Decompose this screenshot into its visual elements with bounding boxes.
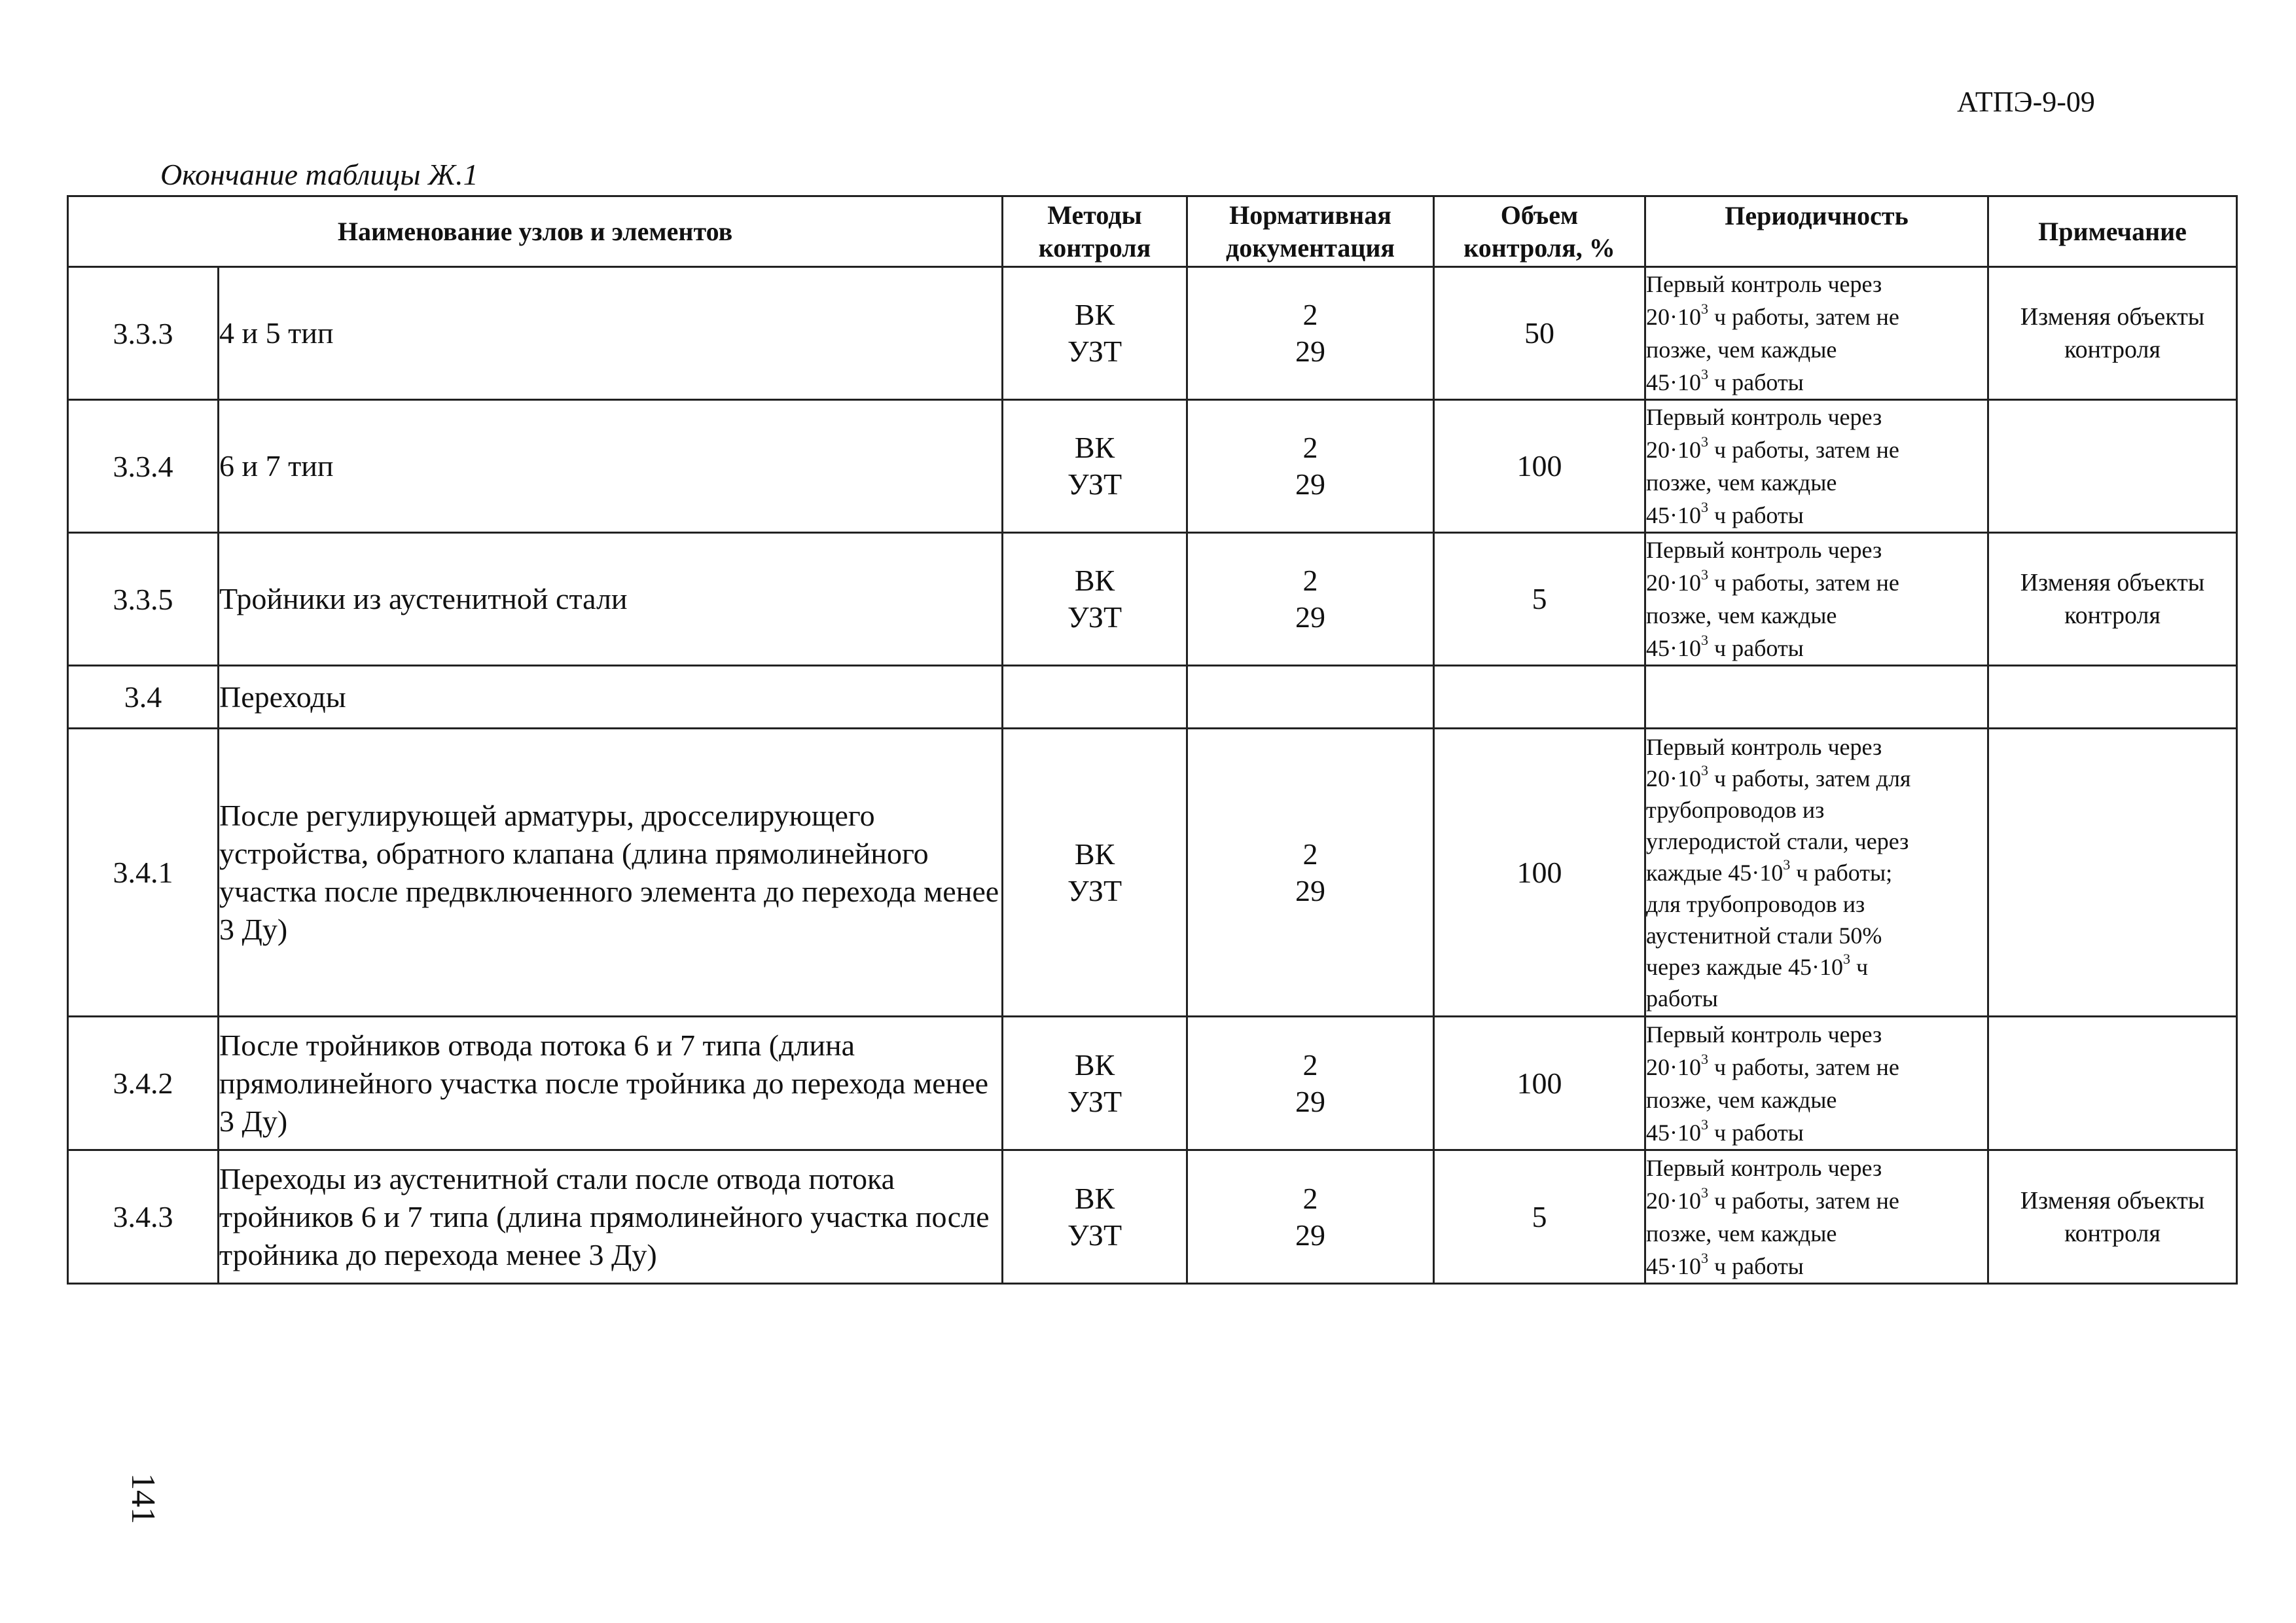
row-period: Первый контроль через $20\cdot 10^3$ ч работы, затем не позже, чем каждые $45\cdot 10^3$ ч работы [1645, 1150, 1988, 1284]
row-note [1988, 729, 2237, 1017]
row-number: 3.4.2 [68, 1017, 219, 1150]
table-row [68, 533, 2237, 666]
row-period: Первый контроль через $20\cdot 10^3$ ч работы, затем не позже, чем каждые $45\cdot 10^3$ ч работы [1645, 267, 1988, 400]
table-row [68, 400, 2237, 533]
row-name: Переходы из аустенитной стали после отвода потока тройников 6 и 7 типа (длина прямолинейного участка после тройника до перехода менее 3 Ду) [219, 1150, 1003, 1284]
row-name: 4 и 5 тип [219, 267, 1003, 400]
row-volume: 50 [1434, 267, 1645, 400]
row-period: Первый контроль через $20\cdot 10^3$ ч работы, затем не позже, чем каждые $45\cdot 10^3$ ч работы [1645, 533, 1988, 666]
page-number: 141 [124, 1473, 162, 1524]
row-note: Изменяя объекты контроля [1988, 1150, 2237, 1284]
row-methods: ВК УЗТ [1003, 729, 1187, 1017]
row-methods: ВК УЗТ [1003, 1017, 1187, 1150]
header-name: Наименование узлов и элементов [68, 196, 1003, 267]
row-docs: 2 29 [1187, 729, 1434, 1017]
row-methods: ВК УЗТ [1003, 267, 1187, 400]
inspection-table [67, 195, 2238, 1285]
row-note [1988, 1017, 2237, 1150]
table-row [68, 267, 2237, 400]
row-name: После тройников отвода потока 6 и 7 типа (длина прямолинейного участка после тройника до перехода менее 3 Ду) [219, 1017, 1003, 1150]
header-methods: Методы контроля [1003, 196, 1187, 267]
row-methods: ВК УЗТ [1003, 1150, 1187, 1284]
row-docs [1187, 666, 1434, 729]
row-note [1988, 400, 2237, 533]
row-methods: ВК УЗТ [1003, 533, 1187, 666]
row-note [1988, 666, 2237, 729]
table-header-row [68, 196, 2237, 267]
row-name: Тройники из аустенитной стали [219, 533, 1003, 666]
document-code: АТПЭ-9-09 [1957, 86, 2095, 118]
row-docs: 2 29 [1187, 400, 1434, 533]
row-volume: 100 [1434, 400, 1645, 533]
row-number: 3.4.3 [68, 1150, 219, 1284]
row-note: Изменяя объекты контроля [1988, 533, 2237, 666]
row-period [1645, 666, 1988, 729]
row-number: 3.4.1 [68, 729, 219, 1017]
table-row [68, 1150, 2237, 1284]
row-volume: 5 [1434, 1150, 1645, 1284]
row-period: Первый контроль через $20\cdot 10^3$ ч работы, затем не позже, чем каждые $45\cdot 10^3$ ч работы [1645, 400, 1988, 533]
header-volume: Объем контроля, % [1434, 196, 1645, 267]
row-docs: 2 29 [1187, 533, 1434, 666]
row-name: Переходы [219, 666, 1003, 729]
table-row [68, 729, 2237, 1017]
header-note: Примечание [1988, 196, 2237, 267]
row-period: Первый контроль через $20\cdot 10^3$ ч работы, затем не позже, чем каждые $45\cdot 10^3$ ч работы [1645, 1017, 1988, 1150]
row-period: Первый контроль через $20\cdot 10^3$ ч работы, затем для трубопроводов из углеродистой стали, через каждые $45\cdot 10^3$ ч работы; для трубопроводов из аустенитной стали 50% через каждые $45\cdot 10^3$ ч работы [1645, 729, 1988, 1017]
row-docs: 2 29 [1187, 267, 1434, 400]
row-number: 3.3.3 [68, 267, 219, 400]
row-volume [1434, 666, 1645, 729]
row-methods [1003, 666, 1187, 729]
table-row [68, 1017, 2237, 1150]
row-number: 3.4 [68, 666, 219, 729]
row-methods: ВК УЗТ [1003, 400, 1187, 533]
row-docs: 2 29 [1187, 1017, 1434, 1150]
row-volume: 5 [1434, 533, 1645, 666]
row-note: Изменяя объекты контроля [1988, 267, 2237, 400]
row-name: После регулирующей арматуры, дросселирующего устройства, обратного клапана (длина прямолинейного участка после предвключенного элемента до перехода менее 3 Ду) [219, 729, 1003, 1017]
table-caption: Окончание таблицы Ж.1 [160, 158, 478, 191]
row-number: 3.3.5 [68, 533, 219, 666]
row-docs: 2 29 [1187, 1150, 1434, 1284]
header-period: Периодичность [1645, 196, 1988, 267]
header-norm-docs: Нормативная документация [1187, 196, 1434, 267]
row-number: 3.3.4 [68, 400, 219, 533]
row-volume: 100 [1434, 1017, 1645, 1150]
row-volume: 100 [1434, 729, 1645, 1017]
table-row-section [68, 666, 2237, 729]
row-name: 6 и 7 тип [219, 400, 1003, 533]
